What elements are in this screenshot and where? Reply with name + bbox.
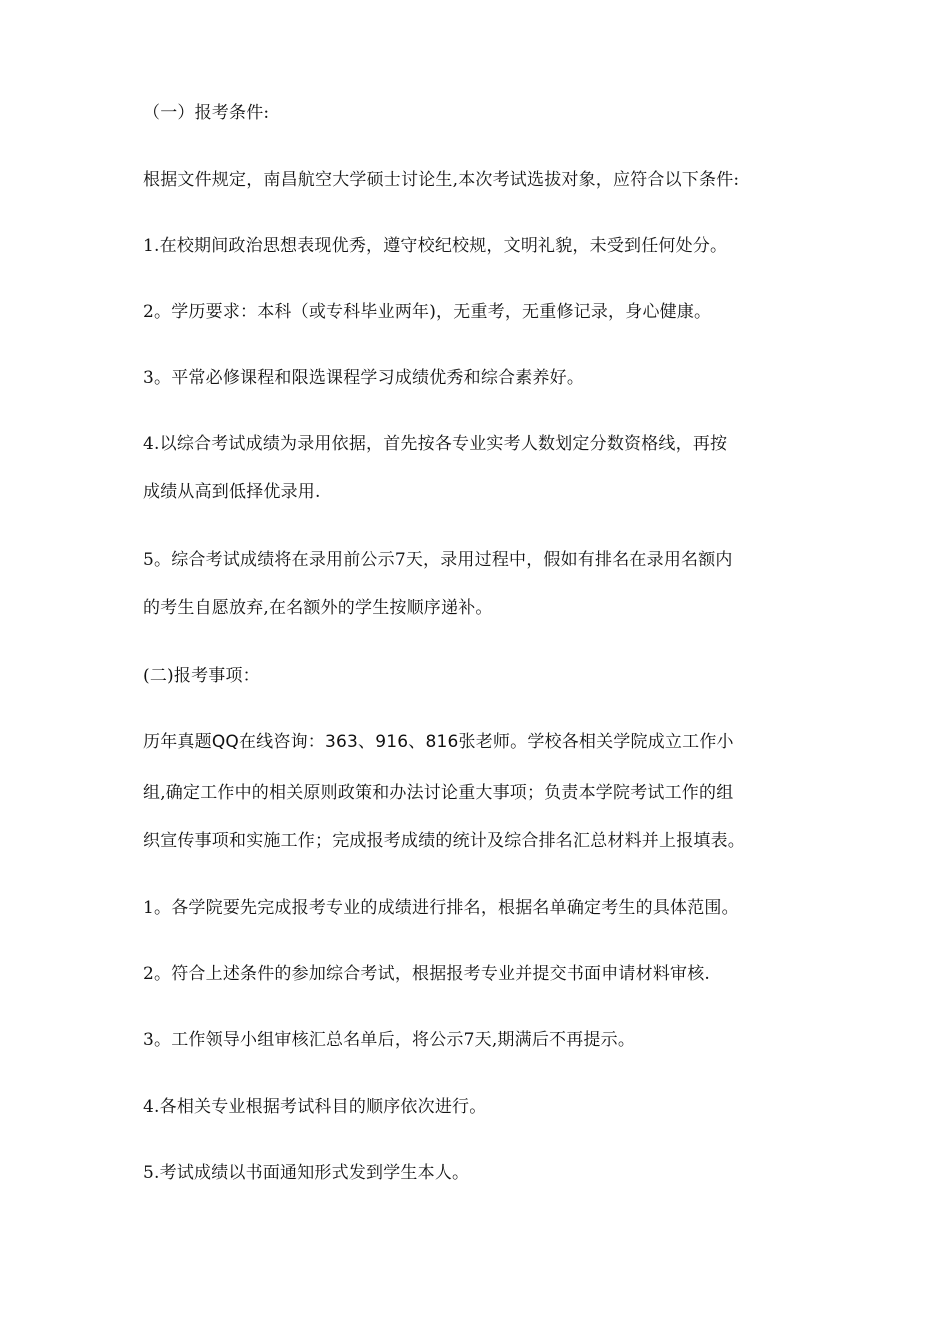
matter-item-2: 2。符合上述条件的参加综合考试，根据报考专业并提交书面申请材料审核. [143,964,711,984]
condition-item-5-line1: 5。综合考试成绩将在录用前公示7天，录用过程中，假如有排名在录用名额内 [143,550,733,570]
matter-item-1: 1。各学院要先完成报考专业的成绩进行排名，根据名单确定考生的具体范围。 [143,898,739,918]
condition-item-4-line2: 成绩从高到低择优录用. [143,482,321,502]
section-heading-matters: (二)报考事项： [143,666,260,686]
section-heading-conditions: （一）报考条件: [143,103,270,123]
matters-text-a: 历年真题 [143,732,212,752]
condition-item-4-line1: 4.以综合考试成绩为录用依据，首先按各专业实考人数划定分数资格线，再按 [143,434,728,454]
condition-item-1: 1.在校期间政治思想表现优秀，遵守校纪校规，文明礼貌，未受到任何处分。 [143,236,728,256]
matters-numbers: 363、916、816 [324,732,459,752]
matter-item-4: 4.各相关专业根据考试科目的顺序依次进行。 [143,1097,487,1117]
condition-item-2: 2。学历要求：本科（或专科毕业两年)，无重考，无重修记录，身心健康。 [143,302,712,322]
matters-paragraph-line3: 织宣传事项和实施工作；完成报考成绩的统计及综合排名汇总材料并上报填表。 [143,831,745,851]
matters-paragraph-line2: 组,确定工作中的相关原则政策和办法讨论重大事项；负责本学院考试工作的组 [143,783,734,803]
matters-paragraph-line1 [143,731,843,753]
matter-item-3: 3。工作领导小组审核汇总名单后，将公示7天,期满后不再提示。 [143,1030,636,1050]
condition-item-3: 3。平常必修课程和限选课程学习成绩优秀和综合素养好。 [143,368,585,388]
matters-qq: QQ [211,732,239,752]
conditions-intro: 根据文件规定，南昌航空大学硕士讨论生,本次考试选拔对象，应符合以下条件: [143,170,740,190]
matters-text-e: 张老师。学校各相关学院成立工作小 [458,732,734,752]
matters-text-c: 在线咨询： [238,732,325,752]
matter-item-5: 5.考试成绩以书面通知形式发到学生本人。 [143,1163,470,1183]
condition-item-5-line2: 的考生自愿放弃,在名额外的学生按顺序递补。 [143,598,493,618]
